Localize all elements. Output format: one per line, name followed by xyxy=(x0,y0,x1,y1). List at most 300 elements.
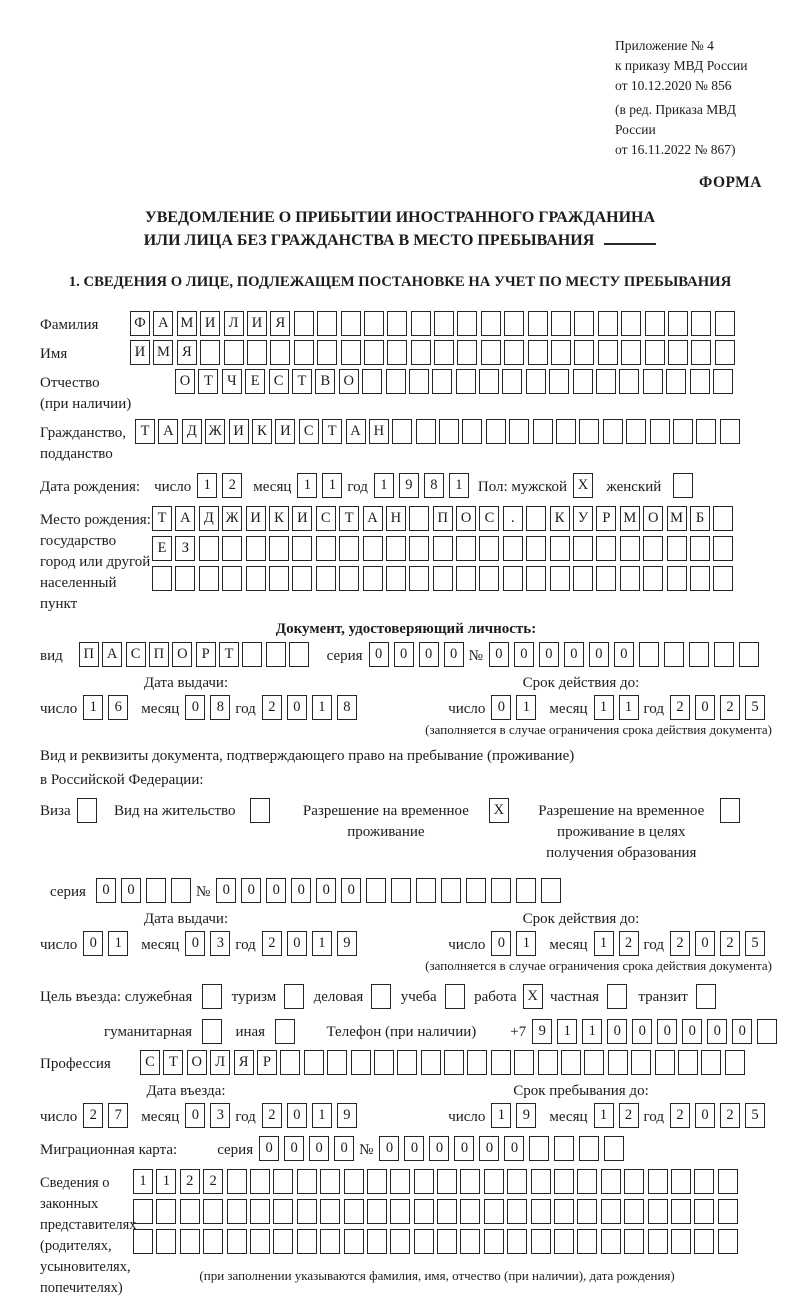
form-cell xyxy=(152,566,172,591)
form-cell: 0 xyxy=(479,1136,499,1161)
form-cell xyxy=(596,536,616,561)
form-cell: 5 xyxy=(745,931,765,956)
form-cell: Т xyxy=(152,506,172,531)
form-cell xyxy=(180,1229,200,1254)
residence-issue-day-cells xyxy=(83,931,133,956)
birthdate-label: Дата рождения: xyxy=(40,479,141,495)
form-cell xyxy=(604,1136,624,1161)
form-cell: 0 xyxy=(334,1136,354,1161)
birthplace-label: Место рождения: государство город или другой населенный пункт xyxy=(40,512,151,612)
form-cell: 1 xyxy=(449,473,469,498)
form-cell xyxy=(390,1229,410,1254)
expiry-month-cells xyxy=(594,695,644,720)
form-cell xyxy=(250,798,270,823)
month-label: месяц xyxy=(141,701,180,717)
form-cell xyxy=(601,1199,621,1224)
form-cell xyxy=(317,340,337,365)
form-cell xyxy=(648,1229,668,1254)
form-cell xyxy=(434,311,454,336)
form-cell xyxy=(421,1050,441,1075)
form-cell xyxy=(133,1229,153,1254)
form-cell: О xyxy=(172,642,192,667)
form-cell xyxy=(366,878,386,903)
form-cell xyxy=(441,878,461,903)
identity-expiry-group xyxy=(392,675,770,720)
form-cell xyxy=(371,984,391,1009)
month-label: месяц xyxy=(549,701,588,717)
form-cell xyxy=(456,536,476,561)
form-cell xyxy=(671,1229,691,1254)
form-cell: 1 xyxy=(133,1169,153,1194)
representatives-label: Сведения о законных представителях (родителях, усыновителях, попечителях) xyxy=(40,1175,137,1296)
form-cell xyxy=(433,536,453,561)
form-cell xyxy=(316,566,336,591)
form-cell xyxy=(387,311,407,336)
form-cell xyxy=(146,878,166,903)
form-cell: К xyxy=(252,419,272,444)
form-cell xyxy=(320,1199,340,1224)
form-cell: 6 xyxy=(108,695,128,720)
form-cell xyxy=(222,566,242,591)
identity-doc-dates xyxy=(40,675,772,720)
form-cell xyxy=(643,369,663,394)
form-cell xyxy=(551,340,571,365)
form-cell: Ч xyxy=(222,369,242,394)
form-cell: 0 xyxy=(241,878,261,903)
identity-doc-heading: Документ, удостоверяющий личность: xyxy=(275,621,537,637)
form-cell: 2 xyxy=(262,931,282,956)
form-cell xyxy=(531,1169,551,1194)
form-cell xyxy=(416,878,436,903)
residence-doc-dates xyxy=(40,911,772,956)
form-cell: М xyxy=(667,506,687,531)
day-label: число xyxy=(40,701,78,717)
form-cell xyxy=(531,1199,551,1224)
form-cell xyxy=(598,311,618,336)
residence-intro-2: в Российской Федерации: xyxy=(40,772,204,788)
form-cell xyxy=(280,1050,300,1075)
form-cell: А xyxy=(102,642,122,667)
form-cell xyxy=(156,1229,176,1254)
form-cell xyxy=(242,642,262,667)
form-cell: 7 xyxy=(108,1103,128,1128)
sex-female-checkbox xyxy=(673,473,696,498)
form-cell xyxy=(327,1050,347,1075)
form-cell xyxy=(666,369,686,394)
profession-row xyxy=(40,1050,772,1075)
form-cell xyxy=(574,311,594,336)
appendix-line: к приказу МВД России xyxy=(615,58,748,73)
form-cell: С xyxy=(299,419,319,444)
migration-number-label: № xyxy=(359,1142,374,1158)
form-cell xyxy=(294,340,314,365)
form-cell xyxy=(624,1169,644,1194)
stay-until-group xyxy=(392,1083,770,1128)
form-cell: Б xyxy=(690,506,710,531)
form-cell xyxy=(598,340,618,365)
residence-options xyxy=(40,798,772,864)
form-cell: 0 xyxy=(614,642,634,667)
form-cell xyxy=(200,340,220,365)
form-cell: Д xyxy=(199,506,219,531)
form-cell: X xyxy=(573,473,593,498)
option-temp-residence: Разрешение на временное проживание X xyxy=(293,798,512,843)
form-cell: 0 xyxy=(287,931,307,956)
representatives-cells xyxy=(133,1169,741,1284)
form-cell: М xyxy=(153,340,173,365)
purpose-tourism-label: туризм xyxy=(231,989,277,1005)
form-cell xyxy=(273,1199,293,1224)
doc-series-label: серия xyxy=(326,648,363,664)
form-cell xyxy=(457,311,477,336)
form-cell xyxy=(720,419,740,444)
form-cell: 8 xyxy=(337,695,357,720)
form-cell xyxy=(409,566,429,591)
form-cell xyxy=(584,1050,604,1075)
form-cell xyxy=(691,340,711,365)
expiry-caption: Срок действия до: xyxy=(522,675,640,691)
form-cell: 2 xyxy=(262,1103,282,1128)
document-title xyxy=(0,206,800,252)
migration-card-label: Миграционная карта: xyxy=(40,1142,178,1158)
form-cell: 0 xyxy=(121,878,141,903)
form-cell xyxy=(203,1229,223,1254)
residence-intro-1: Вид и реквизиты документа, подтверждающего право на пребывание (проживание) xyxy=(40,748,575,764)
visa-checkbox xyxy=(77,798,100,823)
form-cell xyxy=(528,311,548,336)
temp-residence-education-checkbox xyxy=(720,798,743,823)
form-cell: П xyxy=(149,642,169,667)
form-cell: А xyxy=(346,419,366,444)
form-cell xyxy=(678,1050,698,1075)
citizenship-label: Гражданство, подданство xyxy=(40,425,127,462)
citizenship-cells xyxy=(135,419,743,444)
form-cell: 1 xyxy=(312,931,332,956)
form-cell xyxy=(392,419,412,444)
form-cell xyxy=(603,419,623,444)
form-cell xyxy=(526,566,546,591)
form-cell: М xyxy=(620,506,640,531)
form-cell xyxy=(133,1199,153,1224)
year-label: год xyxy=(347,479,368,495)
form-cell: 0 xyxy=(539,642,559,667)
form-cell: Р xyxy=(596,506,616,531)
form-cell: Т xyxy=(219,642,239,667)
purpose-businesslike-checkbox xyxy=(371,984,394,1009)
form-cell xyxy=(363,536,383,561)
form-cell xyxy=(596,566,616,591)
form-cell: И xyxy=(229,419,249,444)
year-label: год xyxy=(235,1109,256,1125)
form-cell xyxy=(386,566,406,591)
sex-male-label: Пол: мужской xyxy=(477,479,568,495)
form-cell xyxy=(460,1199,480,1224)
form-cell: 0 xyxy=(429,1136,449,1161)
form-cell: 1 xyxy=(312,1103,332,1128)
form-cell xyxy=(720,798,740,823)
form-cell xyxy=(409,536,429,561)
form-cell xyxy=(481,311,501,336)
form-cell: А xyxy=(363,506,383,531)
form-cell xyxy=(648,1199,668,1224)
form-cell xyxy=(414,1229,434,1254)
form-cell: А xyxy=(175,506,195,531)
form-cell: 2 xyxy=(670,695,690,720)
form-cell xyxy=(367,1169,387,1194)
form-cell xyxy=(320,1229,340,1254)
form-cell xyxy=(624,1229,644,1254)
form-cell xyxy=(574,340,594,365)
entry-month-cells xyxy=(185,1103,235,1128)
form-cell: 1 xyxy=(557,1019,577,1044)
form-cell: 0 xyxy=(379,1136,399,1161)
purpose-private-label: частная xyxy=(550,989,599,1005)
form-cell: С xyxy=(479,506,499,531)
form-cell: 1 xyxy=(594,931,614,956)
form-cell xyxy=(292,536,312,561)
form-cell xyxy=(526,506,546,531)
form-cell xyxy=(481,340,501,365)
form-cell: 2 xyxy=(203,1169,223,1194)
purpose-humanitarian-checkbox xyxy=(202,1019,225,1044)
form-cell xyxy=(579,419,599,444)
form-cell xyxy=(386,536,406,561)
expiry-caption: Срок действия до: xyxy=(522,911,640,927)
form-cell: И xyxy=(292,506,312,531)
form-cell xyxy=(416,419,436,444)
form-cell: 0 xyxy=(291,878,311,903)
form-cell: 0 xyxy=(216,878,236,903)
form-cell: Н xyxy=(386,506,406,531)
form-cell: 3 xyxy=(210,1103,230,1128)
representatives-row-1 xyxy=(133,1169,741,1194)
form-cell xyxy=(246,566,266,591)
form-cell: 0 xyxy=(695,931,715,956)
day-label: число xyxy=(448,937,486,953)
phone-label: Телефон (при наличии) xyxy=(326,1024,477,1040)
issue-caption: Дата выдачи: xyxy=(143,675,229,691)
form-cell: 0 xyxy=(287,1103,307,1128)
form-cell xyxy=(289,642,309,667)
form-cell: В xyxy=(315,369,335,394)
form-cell xyxy=(531,1229,551,1254)
purpose-business-checkbox xyxy=(202,984,225,1009)
patronymic-row xyxy=(40,369,772,415)
form-cell xyxy=(203,1199,223,1224)
form-cell: Т xyxy=(339,506,359,531)
form-cell xyxy=(374,1050,394,1075)
residence-number-cells xyxy=(216,878,566,903)
residence-series-cells xyxy=(96,878,196,903)
purpose-row-1 xyxy=(40,984,772,1009)
purpose-label: Цель въезда: служебная xyxy=(40,989,193,1005)
form-cell: 1 xyxy=(83,695,103,720)
form-cell: 0 xyxy=(419,642,439,667)
form-cell: 0 xyxy=(284,1136,304,1161)
form-cell: 1 xyxy=(156,1169,176,1194)
form-cell xyxy=(718,1229,738,1254)
representatives-block xyxy=(40,1169,772,1299)
birthplace-row-2 xyxy=(152,536,737,561)
form-cell xyxy=(690,566,710,591)
issue-month-cells xyxy=(185,695,235,720)
purpose-private-checkbox xyxy=(607,984,630,1009)
form-cell xyxy=(202,1019,222,1044)
form-cell: 9 xyxy=(337,1103,357,1128)
residence-issue-group xyxy=(40,911,392,956)
doc-kind-cells xyxy=(79,642,313,667)
temp-residence-checkbox xyxy=(489,798,512,823)
section1-heading: 1. СВЕДЕНИЯ О ЛИЦЕ, ПОДЛЕЖАЩЕМ ПОСТАНОВКЕ НА УЧЕТ ПО МЕСТУ ПРЕБЫВАНИЯ xyxy=(68,274,732,290)
option-residence-permit: Вид на жительство xyxy=(114,798,273,823)
form-cell xyxy=(701,1050,721,1075)
form-page xyxy=(0,36,800,1296)
form-cell xyxy=(538,1050,558,1075)
form-cell: 2 xyxy=(222,473,242,498)
form-cell xyxy=(526,536,546,561)
birth-year-cells xyxy=(374,473,474,498)
appendix-line: Приложение № 4 xyxy=(615,38,714,53)
form-cell xyxy=(620,566,640,591)
form-cell xyxy=(364,340,384,365)
form-cell: 2 xyxy=(262,695,282,720)
form-cell xyxy=(626,419,646,444)
form-cell xyxy=(516,878,536,903)
title-underline xyxy=(604,229,656,245)
form-cell xyxy=(156,1199,176,1224)
form-cell xyxy=(673,473,693,498)
form-cell: 5 xyxy=(745,1103,765,1128)
form-cell xyxy=(639,642,659,667)
form-cell xyxy=(351,1050,371,1075)
form-cell xyxy=(250,1199,270,1224)
year-label: год xyxy=(643,1109,664,1125)
form-cell: Т xyxy=(198,369,218,394)
form-cell: 0 xyxy=(657,1019,677,1044)
option-visa: Виза xyxy=(40,798,100,823)
form-cell xyxy=(433,566,453,591)
form-cell: О xyxy=(339,369,359,394)
form-cell xyxy=(297,1229,317,1254)
form-cell: 0 xyxy=(632,1019,652,1044)
purpose-tourism-checkbox xyxy=(284,984,307,1009)
form-cell: Л xyxy=(224,311,244,336)
form-cell xyxy=(645,311,665,336)
form-cell xyxy=(673,419,693,444)
residence-issue-month-cells xyxy=(185,931,235,956)
form-cell: 0 xyxy=(695,1103,715,1128)
form-cell xyxy=(462,419,482,444)
name-label: Имя xyxy=(40,346,68,362)
form-cell: 9 xyxy=(516,1103,536,1128)
form-cell xyxy=(339,566,359,591)
form-cell xyxy=(491,878,511,903)
surname-cells xyxy=(130,311,738,336)
form-cell xyxy=(224,340,244,365)
form-cell: 1 xyxy=(197,473,217,498)
residence-issue-year-cells xyxy=(262,931,362,956)
form-cell xyxy=(273,1229,293,1254)
form-cell xyxy=(671,1169,691,1194)
name-row xyxy=(40,340,772,365)
form-cell: Т xyxy=(163,1050,183,1075)
entry-caption: Дата въезда: xyxy=(146,1083,226,1099)
form-cell xyxy=(270,340,290,365)
form-cell: 0 xyxy=(444,642,464,667)
form-cell xyxy=(409,369,429,394)
form-cell xyxy=(367,1199,387,1224)
form-cell xyxy=(390,1169,410,1194)
purpose-work-checkbox xyxy=(523,984,546,1009)
form-cell xyxy=(714,642,734,667)
form-cell: 2 xyxy=(720,931,740,956)
representatives-row-2 xyxy=(133,1199,741,1224)
form-cell xyxy=(411,340,431,365)
form-cell: 1 xyxy=(491,1103,511,1128)
form-cell: 0 xyxy=(287,695,307,720)
year-label: год xyxy=(235,701,256,717)
amendment-line: от 16.11.2022 № 867) xyxy=(615,142,736,157)
form-cell: У xyxy=(573,506,593,531)
form-cell: 2 xyxy=(83,1103,103,1128)
form-cell xyxy=(171,878,191,903)
form-cell xyxy=(694,1229,714,1254)
form-cell xyxy=(467,1050,487,1075)
form-cell: 1 xyxy=(108,931,128,956)
form-cell xyxy=(199,536,219,561)
form-cell: 1 xyxy=(312,695,332,720)
residence-doc-row xyxy=(40,878,772,903)
form-cell xyxy=(484,1229,504,1254)
form-cell: 9 xyxy=(532,1019,552,1044)
form-cell xyxy=(180,1199,200,1224)
form-cell xyxy=(694,1199,714,1224)
form-cell: С xyxy=(316,506,336,531)
form-cell xyxy=(297,1199,317,1224)
form-cell: К xyxy=(550,506,570,531)
form-cell xyxy=(77,798,97,823)
month-label: месяц xyxy=(253,479,292,495)
form-cell: 0 xyxy=(607,1019,627,1044)
citizenship-row xyxy=(40,419,772,465)
form-cell: Р xyxy=(257,1050,277,1075)
purpose-other-label: иная xyxy=(235,1024,266,1040)
form-cell xyxy=(484,1169,504,1194)
form-cell xyxy=(608,1050,628,1075)
doc-number-cells xyxy=(489,642,764,667)
form-cell: Я xyxy=(177,340,197,365)
form-cell xyxy=(479,369,499,394)
form-cell xyxy=(577,1199,597,1224)
form-cell xyxy=(273,1169,293,1194)
form-cell: 0 xyxy=(707,1019,727,1044)
form-cell: 9 xyxy=(337,931,357,956)
form-cell: 1 xyxy=(594,1103,614,1128)
form-cell xyxy=(715,311,735,336)
form-cell xyxy=(643,536,663,561)
year-label: год xyxy=(235,937,256,953)
form-cell xyxy=(222,536,242,561)
form-cell xyxy=(619,369,639,394)
form-cell: 1 xyxy=(619,695,639,720)
form-cell: 0 xyxy=(185,695,205,720)
form-cell: 2 xyxy=(720,695,740,720)
month-label: месяц xyxy=(549,1109,588,1125)
form-cell: Ф xyxy=(130,311,150,336)
form-cell xyxy=(386,369,406,394)
form-cell: 0 xyxy=(96,878,116,903)
form-cell xyxy=(479,566,499,591)
